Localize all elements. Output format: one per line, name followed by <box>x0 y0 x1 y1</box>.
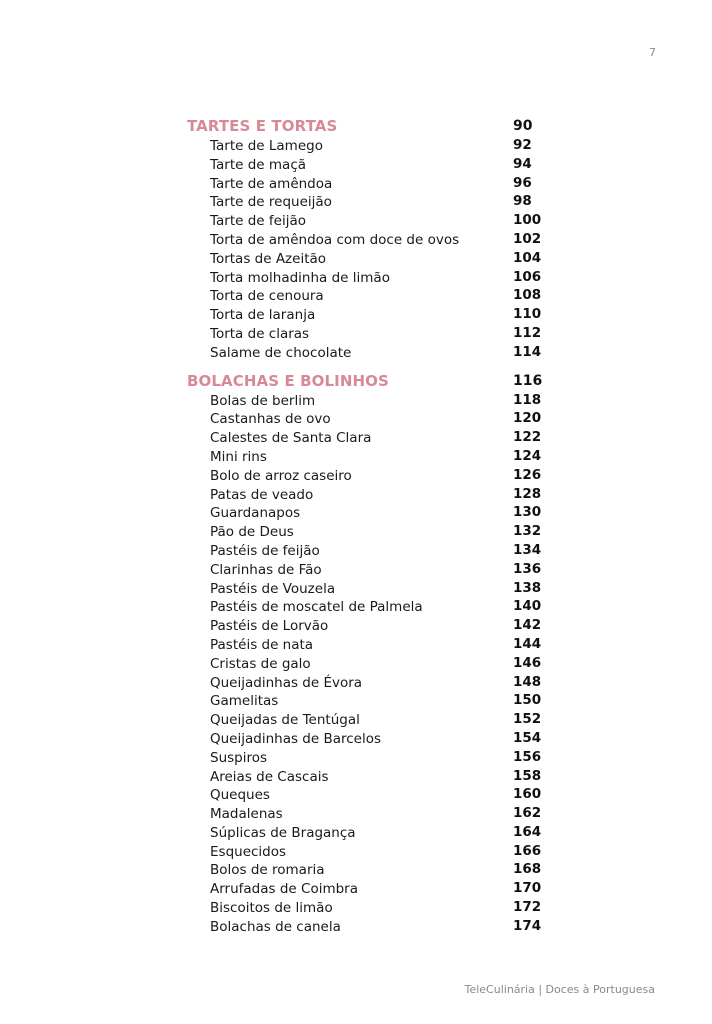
entry-title: Torta de cenoura <box>210 288 324 305</box>
entry-page-number: 152 <box>513 711 542 728</box>
toc-entry[interactable] <box>187 522 547 541</box>
entry-page-number: 100 <box>513 212 542 229</box>
entry-page-number: 98 <box>513 193 532 210</box>
entry-page-number: 166 <box>513 842 542 859</box>
toc-entry[interactable] <box>187 917 547 936</box>
entry-title: Torta de laranja <box>210 307 316 324</box>
entry-page-number: 170 <box>513 880 542 897</box>
toc-entry[interactable] <box>187 860 547 879</box>
entry-title: Queijadinhas de Barcelos <box>210 730 382 747</box>
entry-page-number: 120 <box>513 410 542 427</box>
entry-title: Queijadinhas de Évora <box>210 674 363 691</box>
entry-page-number: 172 <box>513 899 542 916</box>
entry-page-number: 96 <box>513 174 532 191</box>
toc-entry[interactable] <box>187 447 547 466</box>
entry-title: Súplicas de Bragança <box>210 824 356 841</box>
entry-title: Queijadas de Tentúgal <box>210 712 360 729</box>
entry-title: Pastéis de Vouzela <box>210 580 336 597</box>
entry-page-number: 132 <box>513 523 542 540</box>
toc-entry[interactable] <box>187 597 547 616</box>
entry-page-number: 128 <box>513 485 542 502</box>
entry-title: Bolo de arroz caseiro <box>210 467 352 484</box>
entry-page-number: 94 <box>513 155 532 172</box>
entry-title: Pastéis de nata <box>210 636 314 653</box>
entry-title: Madalenas <box>210 806 283 823</box>
entry-title: Pastéis de feijão <box>210 542 320 559</box>
entry-page-number: 136 <box>513 560 542 577</box>
entry-title: Arrufadas de Coimbra <box>210 881 358 898</box>
toc-entry[interactable] <box>187 842 547 861</box>
entry-page-number: 124 <box>513 447 542 464</box>
toc-entry[interactable] <box>187 729 547 748</box>
entry-title: Tarte de maçã <box>210 156 307 173</box>
entry-title: Queques <box>210 787 270 804</box>
entry-page-number: 112 <box>513 324 542 341</box>
entry-page-number: 160 <box>513 786 542 803</box>
entry-page-number: 92 <box>513 137 532 153</box>
toc-entry[interactable] <box>187 324 547 343</box>
toc-entry[interactable] <box>187 268 547 287</box>
entry-page-number: 174 <box>513 917 542 934</box>
entry-title: Tarte de feijão <box>210 213 306 230</box>
footer: TeleCulinária | Doces à Portuguesa <box>464 983 655 996</box>
entry-title: Esquecidos <box>210 843 287 860</box>
entry-title: Guardanapos <box>210 505 301 522</box>
entry-page-number: 144 <box>513 635 542 652</box>
entry-page-number: 158 <box>513 767 542 784</box>
section-title: BOLACHAS E BOLINHOS <box>187 371 389 390</box>
toc-entry[interactable] <box>187 691 547 710</box>
toc-entry[interactable] <box>187 560 547 579</box>
entry-title: Clarinhas de Fão <box>210 561 322 578</box>
toc-entry[interactable] <box>187 748 547 767</box>
entry-title: Bolachas de canela <box>210 918 341 935</box>
entry-page-number: 102 <box>513 230 542 247</box>
toc-entry[interactable] <box>187 710 547 729</box>
entry-page-number: 126 <box>513 466 542 483</box>
toc-entry[interactable] <box>187 541 547 560</box>
entry-page-number: 146 <box>513 654 542 671</box>
entry-page-number: 154 <box>513 729 542 746</box>
section-page-number: 116 <box>513 372 543 389</box>
toc-section <box>187 371 547 936</box>
entry-page-number: 118 <box>513 391 542 408</box>
entry-title: Salame de chocolate <box>210 344 352 361</box>
toc-section-heading[interactable] <box>187 116 547 136</box>
entry-title: Biscoitos de limão <box>210 900 333 917</box>
toc-entry[interactable] <box>187 305 547 324</box>
entry-title: Torta de amêndoa com doce de ovos <box>210 231 460 248</box>
entry-title: Tarte de Lamego <box>210 138 323 154</box>
toc-entry[interactable] <box>187 249 547 268</box>
section-page-number: 90 <box>513 118 533 134</box>
entry-page-number: 148 <box>513 673 542 690</box>
toc-entry[interactable] <box>187 211 547 230</box>
toc-entry[interactable] <box>187 136 547 155</box>
entry-title: Pastéis de moscatel de Palmela <box>210 599 423 616</box>
toc-entry[interactable] <box>187 654 547 673</box>
toc-entry[interactable] <box>187 635 547 654</box>
toc-entry[interactable] <box>187 503 547 522</box>
toc-entry[interactable] <box>187 879 547 898</box>
entry-title: Gamelitas <box>210 693 279 710</box>
entry-title: Bolas de berlim <box>210 392 316 409</box>
toc-entry[interactable] <box>187 767 547 786</box>
entry-title: Patas de veado <box>210 486 314 503</box>
entry-title: Areias de Cascais <box>210 768 329 785</box>
entry-title: Torta de claras <box>210 325 310 342</box>
entry-page-number: 140 <box>513 598 542 615</box>
page-number: 7 <box>649 46 656 59</box>
toc-entry[interactable] <box>187 785 547 804</box>
entry-title: Suspiros <box>210 749 268 766</box>
entry-page-number: 156 <box>513 748 542 765</box>
entry-page-number: 138 <box>513 579 542 596</box>
entry-page-number: 164 <box>513 823 542 840</box>
toc-entry[interactable] <box>187 192 547 211</box>
toc-section <box>187 116 547 362</box>
entry-page-number: 150 <box>513 692 542 709</box>
entry-page-number: 168 <box>513 861 542 878</box>
toc-entry[interactable] <box>187 804 547 823</box>
entry-page-number: 142 <box>513 617 542 634</box>
entry-page-number: 162 <box>513 805 542 822</box>
entry-page-number: 106 <box>513 268 542 285</box>
toc-entry[interactable] <box>187 673 547 692</box>
toc-entry[interactable] <box>187 466 547 485</box>
entry-title: Tarte de requeijão <box>210 194 332 211</box>
entry-page-number: 122 <box>513 429 542 446</box>
toc-entry[interactable] <box>187 343 547 362</box>
entry-page-number: 130 <box>513 504 542 521</box>
entry-title: Castanhas de ovo <box>210 411 331 428</box>
entry-page-number: 114 <box>513 343 542 360</box>
toc-entry[interactable] <box>187 409 547 428</box>
section-title: TARTES E TORTAS <box>187 117 338 135</box>
entry-title: Cristas de galo <box>210 655 311 672</box>
entry-page-number: 134 <box>513 541 542 558</box>
toc-entry[interactable] <box>187 230 547 249</box>
entry-title: Tortas de Azeitão <box>210 250 327 267</box>
entry-page-number: 110 <box>513 306 542 323</box>
toc-entry[interactable] <box>187 428 547 447</box>
toc-entry[interactable] <box>187 485 547 504</box>
entry-title: Pão de Deus <box>210 524 294 541</box>
table-of-contents <box>187 116 547 936</box>
toc-section-heading[interactable] <box>187 371 547 391</box>
entry-title: Bolos de romaria <box>210 862 325 879</box>
toc-entry[interactable] <box>187 616 547 635</box>
toc-entry[interactable] <box>187 174 547 193</box>
entry-title: Tarte de amêndoa <box>210 175 333 192</box>
entry-page-number: 108 <box>513 287 542 304</box>
toc-entry[interactable] <box>187 155 547 174</box>
toc-entry[interactable] <box>187 391 547 410</box>
entry-title: Calestes de Santa Clara <box>210 430 372 447</box>
entry-title: Torta molhadinha de limão <box>210 269 390 286</box>
toc-entry[interactable] <box>187 898 547 917</box>
entry-title: Mini rins <box>210 448 267 465</box>
toc-entry[interactable] <box>187 823 547 842</box>
entry-page-number: 104 <box>513 249 542 266</box>
toc-entry[interactable] <box>187 286 547 305</box>
entry-title: Pastéis de Lorvão <box>210 618 329 635</box>
toc-entry[interactable] <box>187 579 547 598</box>
